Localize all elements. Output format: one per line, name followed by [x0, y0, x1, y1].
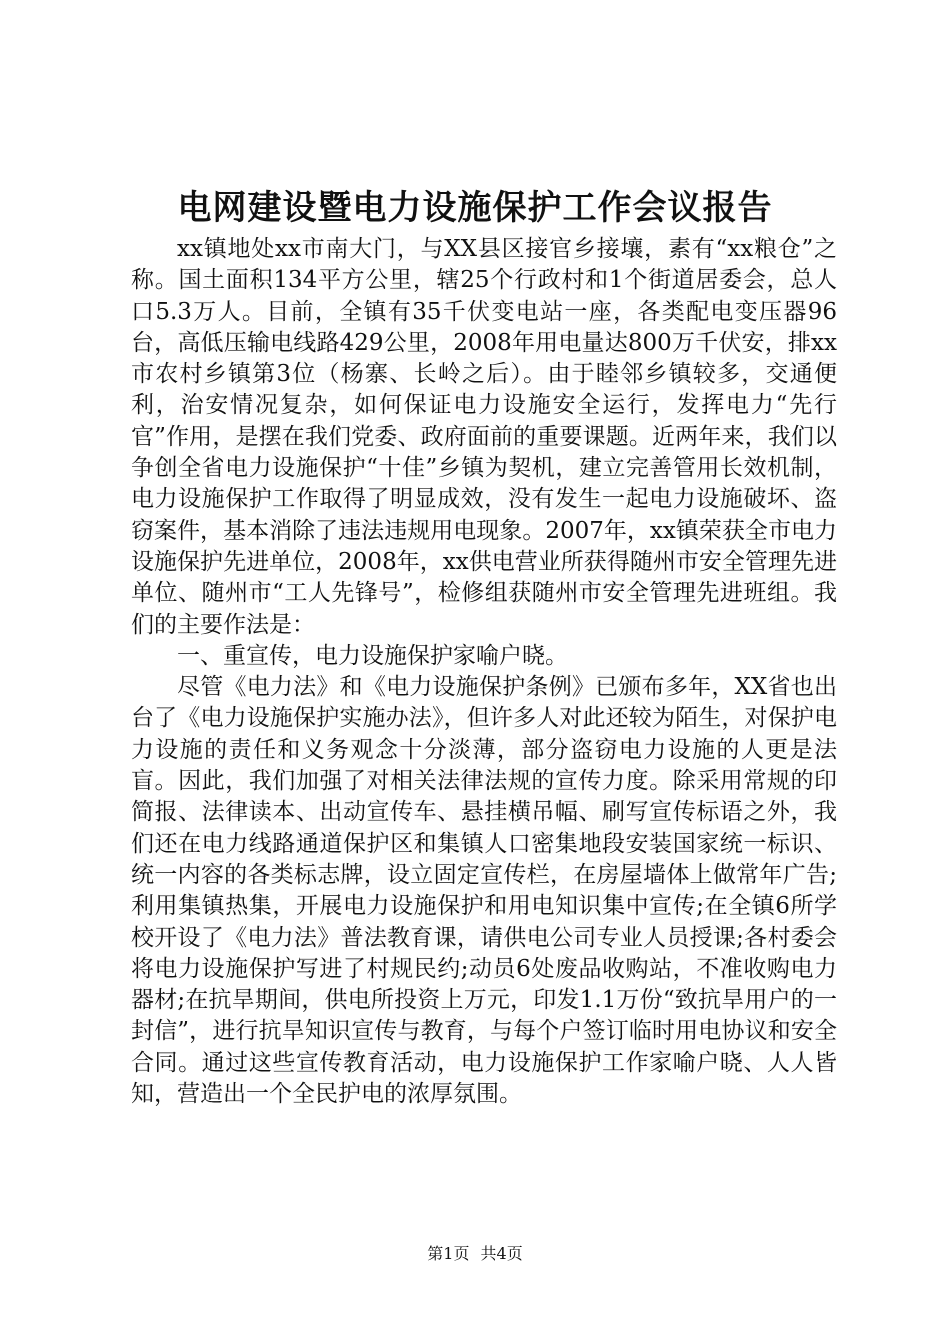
paragraph-intro: xx镇地处xx市南大门，与XX县区接官乡接壤，素有“xx粮仓”之称。国土面积134平方公里，辖25个行政村和1个街道居委会，总人口5.3万人。目前，全镇有35千伏变电站一座，各类配电变压器96台，高低压输电线路429公里，2008年用电量达800万千伏安，排xx市农村乡镇第3位（杨寨、长岭之后）。由于睦邻乡镇较多，交通便利，治安情况复杂，如何保证电力设施安全运行，发挥电力“先行官”作用，是摆在我们党委、政府面前的重要课题。近两年来，我们以争创全省电力设施保护“十佳”乡镇为契机，建立完善管用长效机制，电力设施保护工作取得了明显成效，没有发生一起电力设施破坏、盗窃案件，基本消除了违法违规用电现象。2007年，xx镇荣获全市电力设施保护先进单位，2008年，xx供电营业所获得随州市安全管理先进单位、随州市“工人先锋号”，检修组获随州市安全管理先进班组。我们的主要作法是： [131, 236, 837, 638]
page-footer [0, 1244, 950, 1264]
document-body [131, 234, 837, 1110]
section-heading-publicity: 一、重宣传，电力设施保护家喻户晓。 [177, 642, 568, 669]
document-title: 电网建设暨电力设施保护工作会议报告 [177, 188, 773, 228]
page-number: 第1页 [427, 1244, 470, 1263]
paragraph-publicity: 尽管《电力法》和《电力设施保护条例》已颁布多年，XX省也出台了《电力设施保护实施办法》，但许多人对此还较为陌生，对保护电力设施的责任和义务观念十分淡薄，部分盗窃电力设施的人更是法盲。因此，我们加强了对相关法律法规的宣传力度。除采用常规的印简报、法律读本、出动宣传车、悬挂横吊幅、刷写宣传标语之外，我们还在电力线路通道保护区和集镇人口密集地段安装国家统一标识、统一内容的各类标志牌，设立固定宣传栏，在房屋墙体上做常年广告;利用集镇热集，开展电力设施保护和用电知识集中宣传;在全镇6所学校开设了《电力法》普法教育课，请供电公司专业人员授课;各村委会将电力设施保护写进了村规民约;动员6处废品收购站，不准收购电力器材;在抗旱期间，供电所投资上万元，印发1.1万份“致抗旱用户的一封信”，进行抗旱知识宣传与教育，与每个户签订临时用电协议和安全合同。通过这些宣传教育活动，电力设施保护工作家喻户晓、人人皆知，营造出一个全民护电的浓厚氛围。 [131, 674, 837, 1108]
page-total: 共4页 [480, 1244, 523, 1263]
